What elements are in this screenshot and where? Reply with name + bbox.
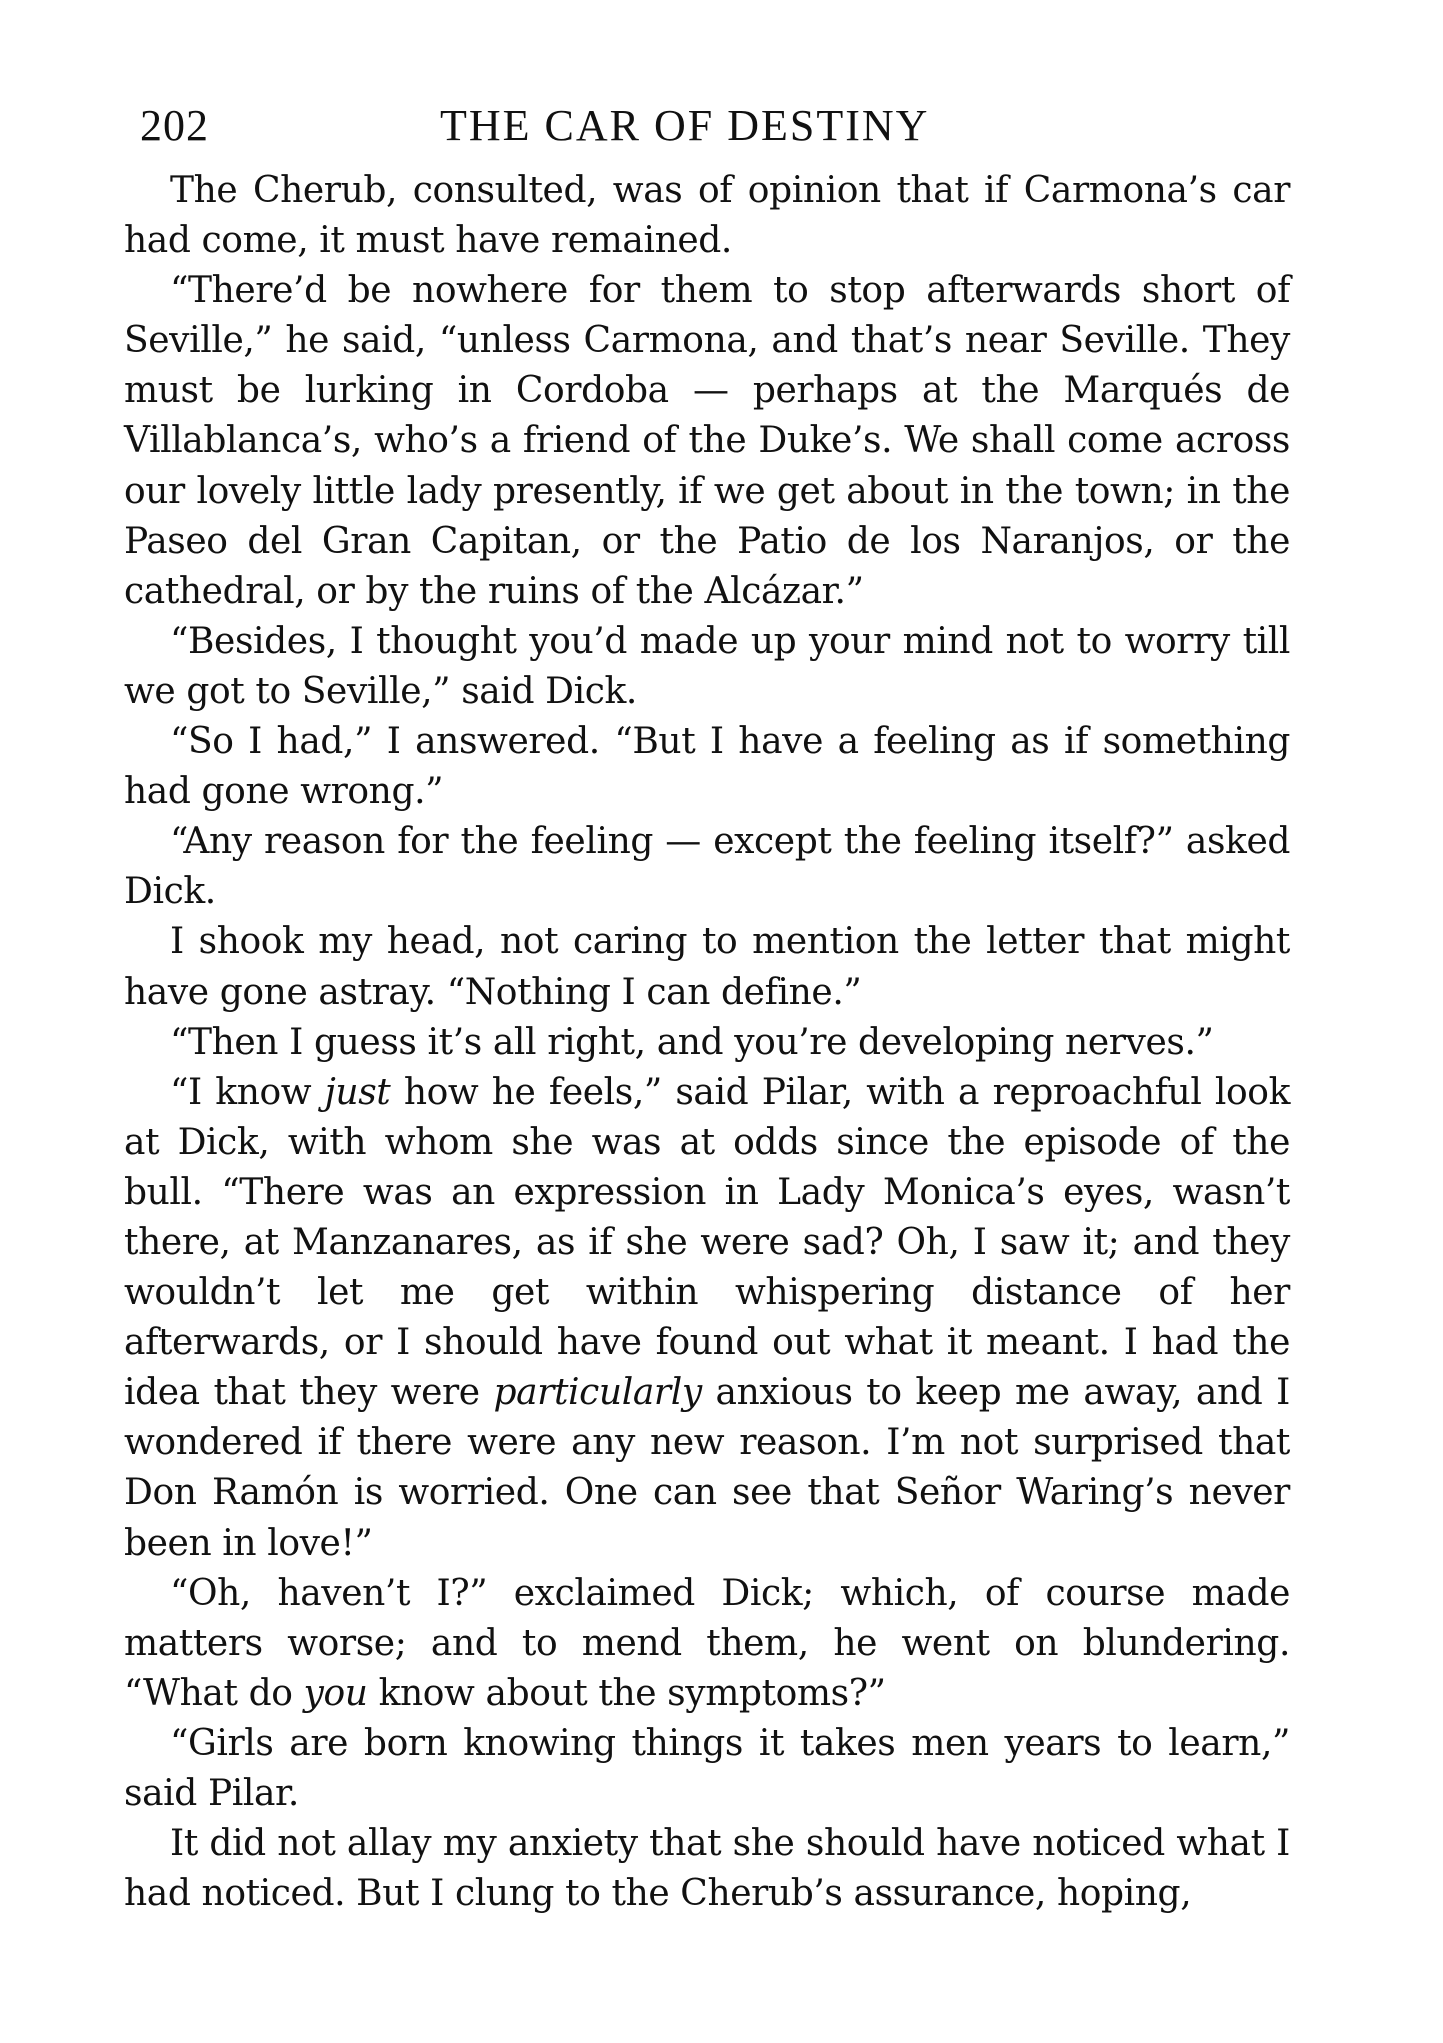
- paragraph: [124, 617, 1290, 717]
- text-run: anxious to keep me away, and I wondered if there were any new reason. I’m not surprised that Don Ramón is worried. One can see that Señor Waring’s never been in love!”: [124, 1372, 1290, 1564]
- paragraph: [124, 266, 1290, 617]
- italic-emphasis: just: [324, 1071, 391, 1113]
- paragraph: [124, 1569, 1290, 1719]
- text-run: “Besides, I thought you’d made up your mind not to worry till we got to Seville,” said Dick.: [124, 620, 1290, 712]
- paragraph: [124, 1018, 1290, 1068]
- text-run: “So I had,” I answered. “But I have a feeling as if something had gone wrong.”: [124, 721, 1290, 813]
- italic-emphasis: particularly: [493, 1372, 702, 1414]
- text-run: “I know: [170, 1071, 325, 1113]
- page-number: 202: [140, 101, 209, 150]
- paragraph: [124, 917, 1290, 1017]
- paragraph: [124, 166, 1290, 266]
- body-text: [124, 166, 1290, 1919]
- text-run: “Then I guess it’s all right, and you’re developing nerves.”: [170, 1021, 1214, 1063]
- paragraph: [124, 1068, 1290, 1569]
- text-run: “Girls are born knowing things it takes men years to learn,” said Pilar.: [124, 1722, 1290, 1814]
- text-run: know about the symptoms?”: [367, 1672, 886, 1714]
- text-run: “Any reason for the feeling — except the feeling itself?” asked Dick.: [124, 821, 1290, 913]
- text-run: “Oh, haven’t I?” exclaimed Dick; which, of course made matters worse; and to mend them, he went on blundering. “What do: [124, 1572, 1290, 1714]
- text-run: I shook my head, not caring to mention the letter that might have gone astray. “Nothing I can define.”: [124, 921, 1290, 1013]
- running-title: THE CAR OF DESTINY: [440, 101, 930, 150]
- text-run: how he feels,” said Pilar, with a reproachful look at Dick, with whom she was at odds since the episode of the bull. “There was an expression in Lady Monica’s eyes, wasn’t there, at Manzanares, as if she were sad? Oh, I saw it; and they wouldn’t let me get within whispering distance of her afterwards, or I should have found out what it meant. I had the idea that they were: [124, 1071, 1290, 1414]
- paragraph: [124, 1819, 1290, 1919]
- text-run: “There’d be nowhere for them to stop afterwards short of Seville,” he said, “unless Carmona, and that’s near Seville. They must be lurking in Cordoba — perhaps at the Marqués de Villablanca’s, who’s a friend of the Duke’s. We shall come across our lovely little lady presently, if we get about in the town; in the Paseo del Gran Capitan, or the Patio de los Naranjos, or the cathedral, or by the ruins of the Alcázar.”: [124, 270, 1290, 612]
- text-run: It did not allay my anxiety that she should have noticed what I had noticed. But I clung to the Cherub’s assurance, hoping,: [124, 1823, 1290, 1915]
- paragraph: [124, 717, 1290, 817]
- running-head: [0, 96, 1443, 156]
- italic-emphasis: you: [303, 1672, 368, 1714]
- text-run: The Cherub, consulted, was of opinion that if Carmona’s car had come, it must have remained.: [124, 170, 1290, 262]
- paragraph: [124, 817, 1290, 917]
- paragraph: [124, 1719, 1290, 1819]
